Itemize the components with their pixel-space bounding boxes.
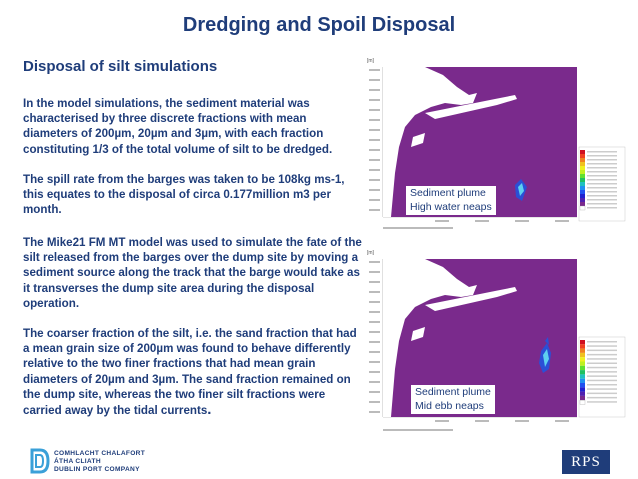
plume-label-line2: High water neaps bbox=[410, 200, 492, 213]
plume-label-line1: Sediment plume bbox=[410, 187, 486, 199]
y-axis-unit: [m] bbox=[367, 250, 374, 256]
dublin-port-logo bbox=[30, 448, 230, 476]
plume-label-line2: Mid ebb neaps bbox=[415, 399, 484, 412]
sediment-plume-map-mid-ebb bbox=[365, 247, 627, 437]
map-graphic bbox=[365, 247, 627, 437]
paragraph-coarse-fraction-text: The coarser fraction of the silt, i.e. the sand fraction that had a mean grain size of 200µm was found to behave differently relative to the two finer fractions that had mean grain diameters of 20µm and 3µm. The sand fraction remained on the dump site, whereas the two finer silt fractions were carried away by the tidal currents bbox=[23, 327, 357, 418]
final-period: . bbox=[207, 401, 212, 419]
slide-title: Dredging and Spoil Disposal bbox=[182, 14, 456, 36]
plume-label-line1: Sediment plume bbox=[415, 386, 491, 398]
sediment-plume-map-high-water bbox=[365, 55, 627, 235]
colour-legend bbox=[579, 337, 625, 417]
paragraph-coarse-fraction bbox=[23, 326, 363, 418]
logo-line1: COMHLACHT CHALAFORT bbox=[54, 450, 146, 457]
logo-line3: DUBLIN PORT COMPANY bbox=[54, 466, 140, 473]
slide-subtitle: Disposal of silt simulations bbox=[23, 58, 218, 75]
logo-line2: ÁTHA CLIATH bbox=[54, 458, 101, 465]
dublin-port-emblem-icon bbox=[30, 448, 50, 474]
plume-label bbox=[406, 186, 496, 215]
y-axis-unit: [m] bbox=[367, 58, 374, 64]
rps-logo: RPS bbox=[562, 450, 610, 474]
map-graphic bbox=[365, 55, 627, 235]
plume-label bbox=[411, 385, 495, 414]
dublin-port-logo-text bbox=[54, 450, 145, 474]
paragraph-sediment-fractions: In the model simulations, the sediment material was characterised by three discrete fractions with mean diameters of 200µm, 20µm and 3µm, with each fraction constituting 1/3 of the total volume of silt to be dredged. bbox=[23, 97, 333, 156]
paragraph-spill-rate: The spill rate from the barges was taken to be 108kg ms-1, this equates to the disposal of circa 0.177million m3 per month. bbox=[23, 173, 345, 217]
colour-legend bbox=[579, 147, 625, 221]
paragraph-model-description: The Mike21 FM MT model was used to simulate the fate of the silt released from the barges over the dump site by moving a sediment source along the track that the barge would take as it transverses the dump site area during the disposal operation. bbox=[23, 236, 362, 310]
